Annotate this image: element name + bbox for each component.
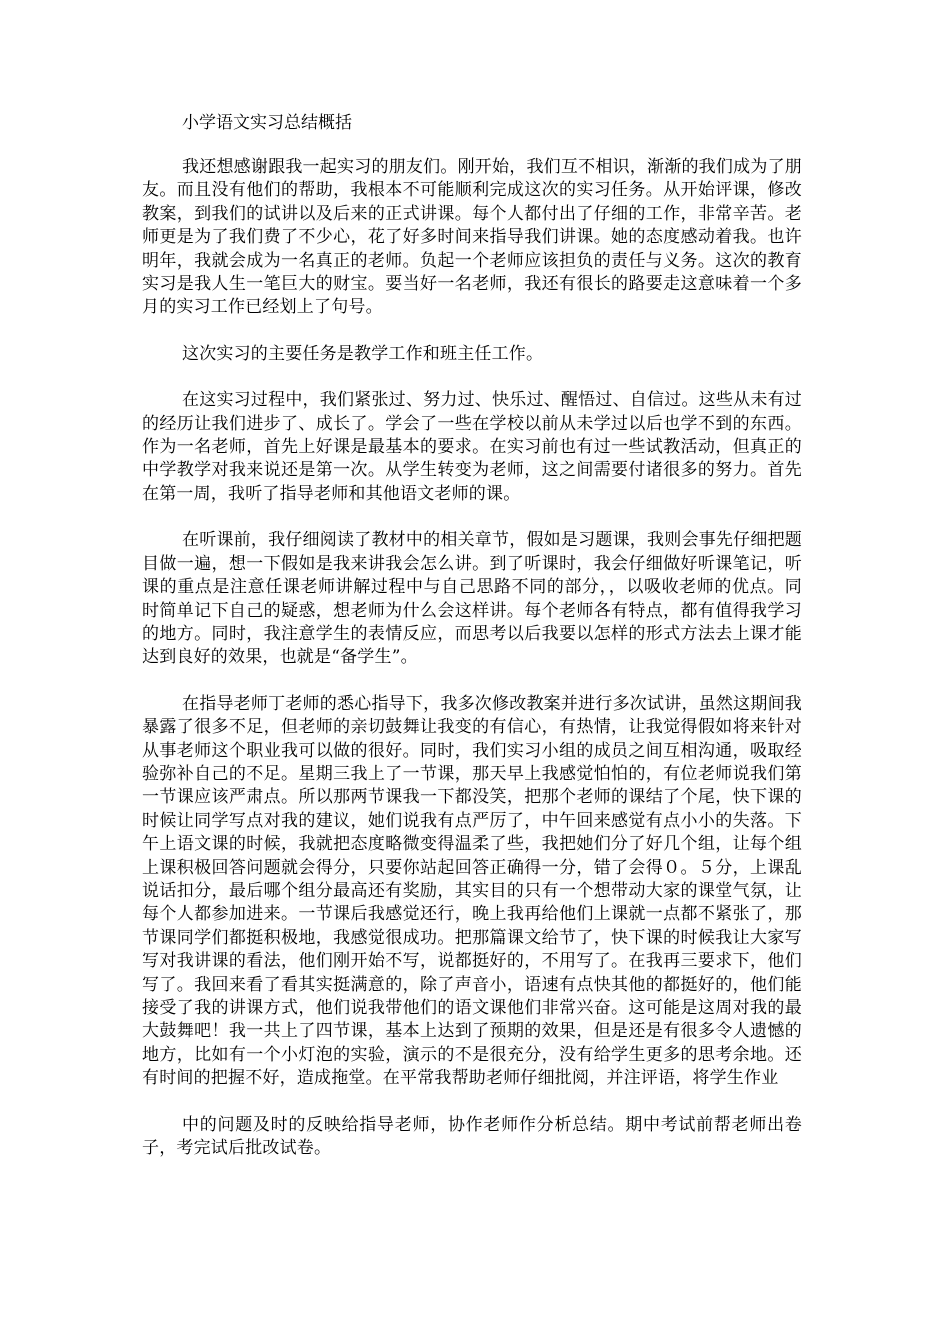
paragraph-grading: 中的问题及时的反映给指导老师，协作老师作分析总结。期中考试前帮老师出卷子，考完试后批改试卷。 <box>142 1114 802 1159</box>
document-title: 小学语文实习总结概括 <box>182 113 352 133</box>
paragraph-thanks: 我还想感谢跟我一起实习的朋友们。刚开始，我们互不相识，渐渐的我们成为了朋友。而且没有他们的帮助，我根本不可能顺利完成这次的实习任务。从开始评课，修改教案，到我们的试讲以及后来的正式讲课。每个人都付出了仔细的工作，非常辛苦。老师更是为了我们费了不少心，花了好多时间来指导我们讲课。她的态度感动着我。也许明年，我就会成为一名真正的老师。负起一个老师应该担负的责任与义务。这次的教育实习是我人生一笔巨大的财宝。要当好一名老师，我还有很长的路要走这意味着一个多月的实习工作已经划上了句号。 <box>142 157 802 318</box>
paragraph-main-tasks: 这次实习的主要任务是教学工作和班主任工作。 <box>182 343 544 364</box>
paragraph-observing-lessons: 在听课前，我仔细阅读了教材中的相关章节，假如是习题课，我则会事先仔细把题目做一遍，想一下假如是我来讲我会怎么讲。到了听课时，我会仔细做好听课笔记，听课的重点是注意任课老师讲解过程中与自己思路不同的部分，，以吸收老师的优点。同时简单记下自己的疑惑，想老师为什么会这样讲。每个老师各有特点，都有值得我学习的地方。同时，我注意学生的表情反应，而思考以后我要以怎样的形式方法去上课才能达到良好的效果，也就是“备学生”。 <box>142 530 802 668</box>
document-page <box>142 110 802 1183</box>
paragraph-teaching-practice: 在指导老师丁老师的悉心指导下，我多次修改教案并进行多次试讲，虽然这期间我暴露了很多不足，但老师的亲切鼓舞让我变的有信心，有热情，让我觉得假如将来针对从事老师这个职业我可以做的很好。同时，我们实习小组的成员之间互相沟通，吸取经验弥补自己的不足。星期三我上了一节课，那天早上我感觉怕怕的，有位老师说我们第一节课应该严肃点。所以那两节课我一下都没笑，把那个老师的课结了个尾，快下课的时候让同学写点对我的建议，她们说我有点严厉了，中午回来感觉有点小小的失落。下午上语文课的时候，我就把态度略微变得温柔了些，我把她们分了好几个组，让每个组上课积极回答问题就会得分，只要你站起回答正确得一分，错了会得０。５分，上课乱说话扣分，最后哪个组分最高还有奖励，其实目的只有一个想带动大家的课堂气氛，让每个人都参加进来。一节课后我感觉还行，晚上我再给他们上课就一点都不紧张了，那节课同学们都挺积极地，我感觉很成功。把那篇课文给节了，快下课的时候我让大家写写对我讲课的看法，他们刚开始不写，说都挺好的，不用写了。在我再三要求下，他们写了。我回来看了看其实挺满意的，除了声音小，语速有点快其他的都挺好的，他们能接受了我的讲课方式，他们说我带他们的语文课他们非常兴奋。这可能是这周对我的最大鼓舞吧！我一共上了四节课，基本上达到了预期的效果，但是还是有很多令人遗憾的地方，比如有一个小灯泡的实验，演示的不是很充分，没有给学生更多的思考余地。还有时间的把握不好，造成拖堂。在平常我帮助老师仔细批阅，并注评语，将学生作业 <box>142 693 802 1089</box>
paragraph-growth: 在这实习过程中，我们紧张过、努力过、快乐过、醒悟过、自信过。这些从未有过的经历让我们进步了、成长了。学会了一些在学校以前从未学过以后也学不到的东西。作为一名老师，首先上好课是最基本的要求。在实习前也有过一些试教活动，但真正的中学教学对我来说还是第一次。从学生转变为老师，这之间需要付诸很多的努力。首先在第一周，我听了指导老师和其他语文老师的课。 <box>142 390 802 504</box>
